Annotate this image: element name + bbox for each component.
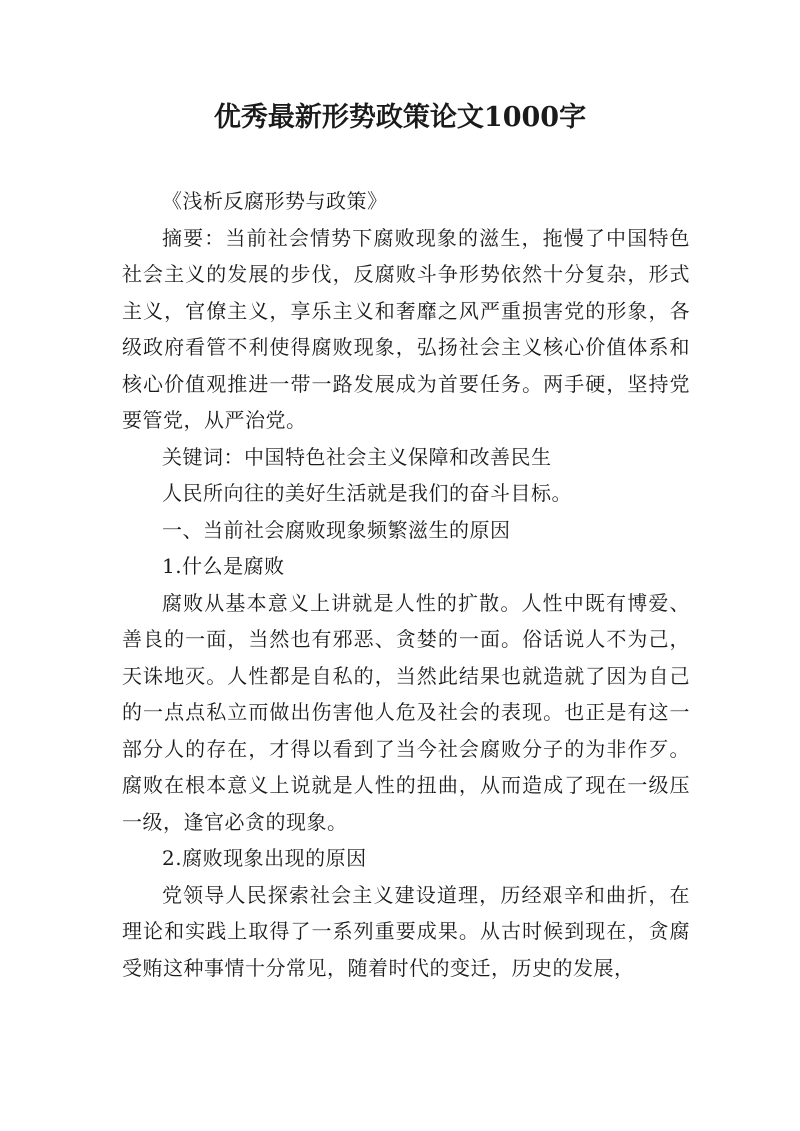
- section-heading-1: 一、当前社会腐败现象频繁滋生的原因: [162, 517, 511, 542]
- subsection-heading-2: 2.腐败现象出现的原因: [162, 846, 367, 870]
- abstract-paragraph: 摘要：当前社会情势下腐败现象的滋生，拖慢了中国特色社会主义的发展的步伐，反腐败斗争形势依然十分复杂，形式主义，官僚主义，享乐主义和奢靡之风严重损害党的形象，各级政府看管不利使得腐败现象，弘扬社会主义核心价值体系和核心价值观推进一带一路发展成为首要任务。两手硬，坚持党要管党，从严治党。: [122, 225, 690, 432]
- subsection-heading-1: 1.什么是腐败: [162, 554, 285, 578]
- essay-title-paragraph: 《浅析反腐形势与政策》: [162, 189, 388, 213]
- document-body: [122, 183, 690, 986]
- body-paragraph: 党领导人民探索社会主义建设道理，历经艰辛和曲折，在理论和实践上取得了一系列重要成果。从古时候到现在，贪腐受贿这种事情十分常见，随着时代的变迁，历史的发展，: [122, 882, 690, 980]
- body-paragraph: 腐败从基本意义上讲就是人性的扩散。人性中既有博爱、善良的一面，当然也有邪恶、贪婪的一面。俗话说人不为己，天诛地灭。人性都是自私的，当然此结果也就造就了因为自己的一点点私立而做出伤害他人危及社会的表现。也正是有这一部分人的存在，才得以看到了当今社会腐败分子的为非作歹。腐败在根本意义上说就是人性的扭曲，从而造成了现在一级压一级，逢官必贪的现象。: [122, 590, 690, 834]
- intro-paragraph: 人民所向往的美好生活就是我们的奋斗目标。: [162, 481, 572, 505]
- document-title: 优秀最新形势政策论文1000字: [213, 102, 587, 133]
- keywords-paragraph: 关键词：中国特色社会主义保障和改善民生: [162, 444, 552, 469]
